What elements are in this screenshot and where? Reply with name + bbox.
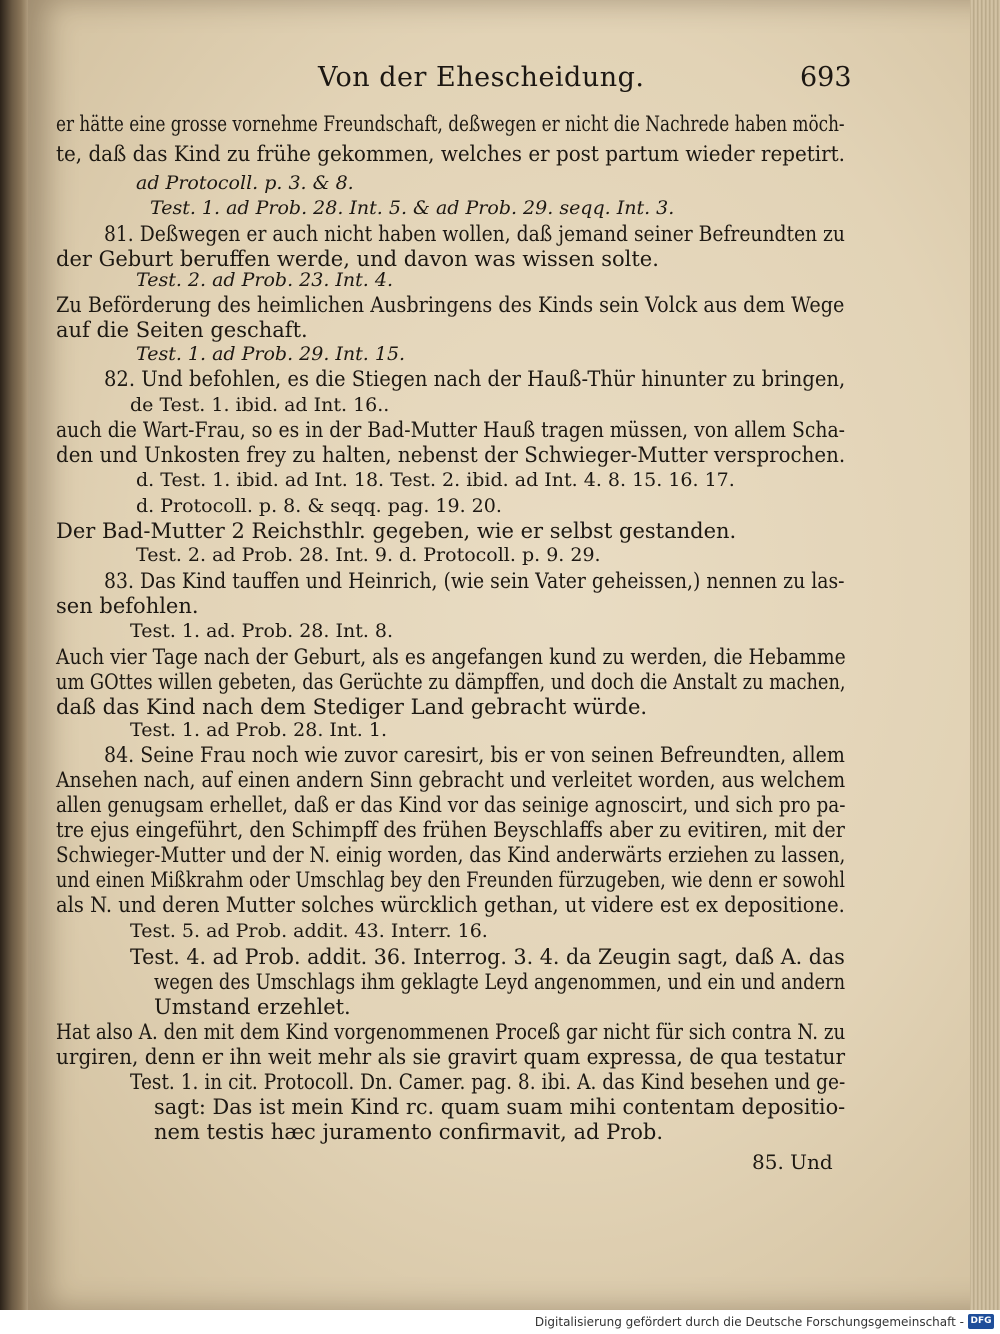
citation-line: Test. 2. ad Prob. 28. Int. 9. d. Protocoll. p. 9. 29. <box>136 544 601 566</box>
text-line: um GOttes willen gebeten, das Gerüchte zu dämpffen, und doch die Anstalt zu machen, <box>56 670 846 694</box>
citation-line: Test. 1. ad Prob. 28. Int. 5. & ad Prob. 29. seqq. Int. 3. <box>150 197 675 219</box>
citation-line: Test. 1. ad. Prob. 28. Int. 8. <box>130 620 394 642</box>
text-line: sen befohlen. <box>56 594 199 618</box>
text-line: sagt: Das ist mein Kind rc. quam suam mihi contentam depositio- <box>154 1095 846 1119</box>
text-line: als N. und deren Mutter solches würcklich gethan, ut videre est ex depositione. <box>56 893 845 917</box>
citation-line: Test. 1. in cit. Protocoll. Dn. Camer. pag. 8. ibi. A. das Kind besehen und ge- <box>130 1070 846 1094</box>
citation-line: Test. 1. ad Prob. 29. Int. 15. <box>136 343 406 365</box>
text-line: 81. Deßwegen er auch nicht haben wollen, daß jemand seiner Befreundten zu <box>104 222 845 246</box>
text-line: Zu Beförderung des heimlichen Ausbringens des Kinds sein Volck aus dem Wege <box>56 293 845 317</box>
text-line: te, daß das Kind zu frühe gekommen, welches er post partum wieder repetirt. <box>56 142 845 166</box>
text-line: daß das Kind nach dem Stediger Land gebracht würde. <box>56 695 648 719</box>
text-line: 84. Seine Frau noch wie zuvor caresirt, bis er von seinen Befreundten, allem <box>104 743 845 767</box>
text-line: Schwieger-Mutter und der N. einig worden, das Kind anderwärts erziehen zu lassen, <box>56 843 846 867</box>
citation-line: d. Protocoll. p. 8. & seqq. pag. 19. 20. <box>136 495 502 517</box>
text-line: Der Bad-Mutter 2 Reichsthlr. gegeben, wie er selbst gestanden. <box>56 519 737 543</box>
citation-line: d. Test. 1. ibid. ad Int. 18. Test. 2. ibid. ad Int. 4. 8. 15. 16. 17. <box>136 469 735 491</box>
citation-line: Test. 4. ad Prob. addit. 36. Interrog. 3. 4. da Zeugin sagt, daß A. das <box>130 945 845 969</box>
text-line: den und Unkosten frey zu halten, nebenst der Schwieger-Mutter versprochen. <box>56 443 846 467</box>
text-line: Auch vier Tage nach der Geburt, als es angefangen kund zu werden, die Hebamme <box>56 645 846 669</box>
funding-credit: Digitalisierung gefördert durch die Deutsche Forschungsgemeinschaft - <box>534 1315 964 1329</box>
text-line: Umstand erzehlet. <box>154 995 351 1019</box>
catchword: 85. Und <box>752 1150 833 1174</box>
digitization-footer <box>0 1310 1000 1334</box>
text-line: tre ejus eingeführt, den Schimpff des frühen Beyschlaffs aber zu evitiren, mit der <box>56 818 845 842</box>
page-number: 693 <box>800 62 852 93</box>
citation-line: de Test. 1. ibid. ad Int. 16.. <box>130 394 390 416</box>
page-fore-edge <box>970 0 1000 1310</box>
citation-line: Test. 2. ad Prob. 23. Int. 4. <box>136 269 393 291</box>
text-line: auf die Seiten geschaft. <box>56 318 308 342</box>
citation-line: Test. 1. ad Prob. 28. Int. 1. <box>130 719 387 741</box>
citation-line: Test. 5. ad Prob. addit. 43. Interr. 16. <box>130 920 488 942</box>
text-line: er hätte eine grosse vornehme Freundschaft, deßwegen er nicht die Nachrede haben möch- <box>56 112 845 136</box>
text-line: 83. Das Kind tauffen und Heinrich, (wie sein Vater geheissen,) nennen zu las- <box>104 569 845 593</box>
text-line: 82. Und befohlen, es die Stiegen nach der Hauß-Thür hinunter zu bringen, <box>104 367 846 391</box>
book-binding-edge <box>0 0 30 1310</box>
text-line: der Geburt beruffen werde, und davon was wissen solte. <box>56 247 659 271</box>
running-head: Von der Ehescheidung. <box>318 62 645 93</box>
text-line: allen genugsam erhellet, daß er das Kind vor das seinige agnoscirt, und sich pro pa- <box>56 793 846 817</box>
text-line: wegen des Umschlags ihm geklagte Leyd angenommen, und ein und andern <box>154 970 846 994</box>
dfg-logo-icon: DFG <box>968 1314 994 1329</box>
text-line: urgiren, denn er ihn weit mehr als sie gravirt quam expressa, de qua testatur <box>56 1045 846 1069</box>
citation-line: ad Protocoll. p. 3. & 8. <box>136 172 354 194</box>
text-line: nem testis hæc juramento confirmavit, ad Prob. <box>154 1120 664 1144</box>
text-line: auch die Wart-Frau, so es in der Bad-Mutter Hauß tragen müssen, von allem Scha- <box>56 418 845 442</box>
text-line: Ansehen nach, auf einen andern Sinn gebracht und verleitet worden, aus welchem <box>56 768 846 792</box>
text-line: Hat also A. den mit dem Kind vorgenommenen Proceß gar nicht für sich contra N. zu <box>56 1020 846 1044</box>
text-line: und einen Mißkrahm oder Umschlag bey den Freunden fürzugeben, wie denn er sowohl <box>56 868 845 892</box>
